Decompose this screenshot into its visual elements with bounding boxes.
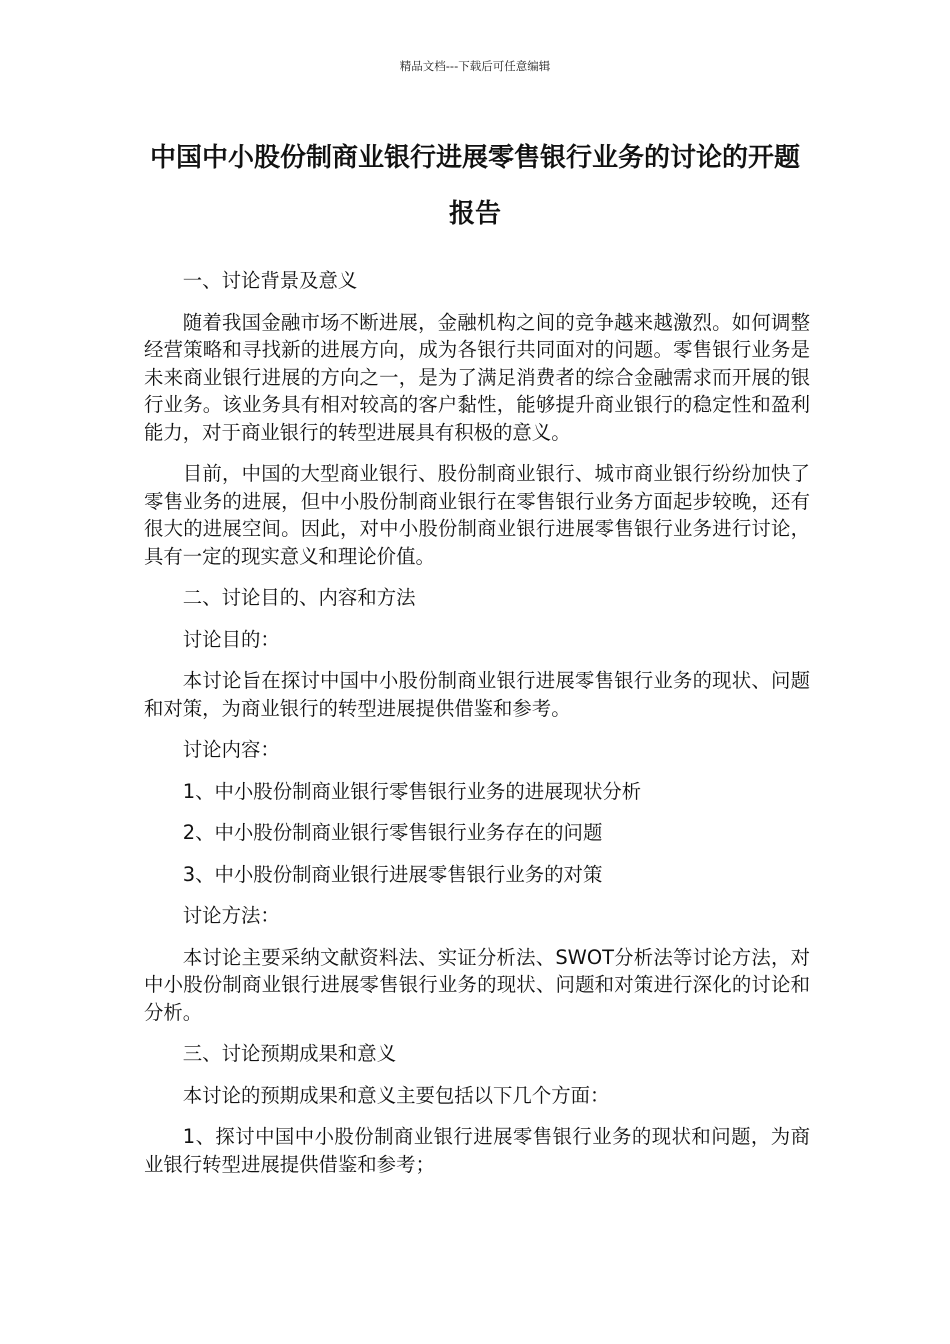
- header-note: 精品文档---下载后可任意编辑: [399, 59, 551, 73]
- paragraph-current-situation: 目前，中国的大型商业银行、股份制商业银行、城市商业银行纷纷加快了零售业务的进展，但中小股份制商业银行在零售银行业务方面起步较晚，还有很大的进展空间。因此，对中小股份制商业银行进展零售银行业务进行讨论，具有一定的现实意义和理论价值。: [144, 462, 810, 568]
- content-item-2: 2、中小股份制商业银行零售银行业务存在的问题: [182, 821, 603, 844]
- label-method: 讨论方法：: [182, 904, 280, 927]
- label-objective: 讨论目的：: [182, 627, 280, 651]
- content-item-1: 1、中小股份制商业银行零售银行业务的进展现状分析: [182, 779, 642, 803]
- paragraph-method: 本讨论主要采纳文献资料法、实证分析法、SWOT分析法等讨论方法，对中小股份制商业银行进展零售银行业务的现状、问题和对策进行深化的讨论和分析。: [144, 945, 810, 1024]
- paragraph-background: 随着我国金融市场不断进展，金融机构之间的竞争越来越激烈。如何调整经营策略和寻找新的进展方向，成为各银行共同面对的问题。零售银行业务是未来商业银行进展的方向之一，是为了满足消费者的综合金融需求而开展的银行业务。该业务具有相对较高的客户黏性，能够提升商业银行的稳定性和盈利能力，对于商业银行的转型进展具有积极的意义。: [144, 310, 810, 444]
- document-body: [144, 267, 810, 1192]
- paragraph-expected-intro: 本讨论的预期成果和意义主要包括以下几个方面：: [182, 1083, 610, 1107]
- content-item-3: 3、中小股份制商业银行进展零售银行业务的对策: [182, 862, 603, 886]
- section-heading-objectives: 二、讨论目的、内容和方法: [182, 586, 416, 609]
- document-title: 中国中小股份制商业银行进展零售银行业务的讨论的开题报告: [149, 143, 800, 229]
- section-heading-background: 一、讨论背景及意义: [182, 269, 358, 292]
- section-heading-expected-results: 三、讨论预期成果和意义: [182, 1042, 397, 1065]
- expected-item-1: 1、探讨中国中小股份制商业银行进展零售银行业务的现状和问题，为商业银行转型进展提供借鉴和参考；: [144, 1125, 810, 1176]
- label-content: 讨论内容：: [182, 738, 280, 761]
- paragraph-objective: 本讨论旨在探讨中国中小股份制商业银行进展零售银行业务的现状、问题和对策，为商业银行的转型进展提供借鉴和参考。: [144, 669, 810, 720]
